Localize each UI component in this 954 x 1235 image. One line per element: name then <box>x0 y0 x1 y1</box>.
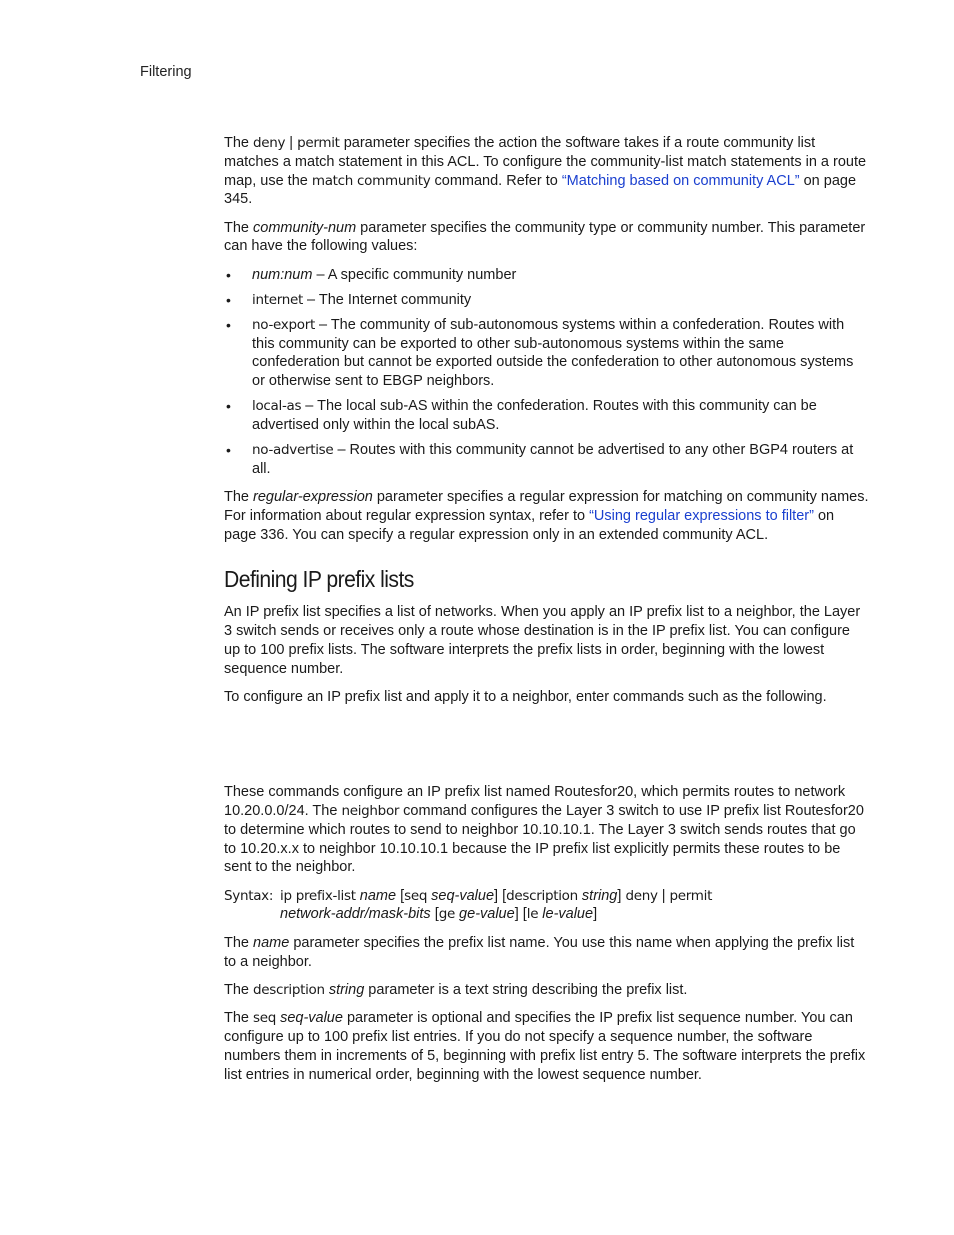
list-item: • local-as – The local sub-AS within the confederation. Routes with this community can be advertised only within the local subAS. <box>226 398 817 433</box>
bullet-icon: • <box>226 398 231 415</box>
bullet-icon: • <box>226 291 231 308</box>
bullet-icon: • <box>226 266 231 283</box>
keyword-permit: permit <box>297 135 340 151</box>
prefix-list-intro-paragraph: An IP prefix list specifies a list of networks. When you apply an IP prefix list to a neighbor, the Layer 3 switch sends or receives only a route whose destination is in the IP prefix list. You can configure up to 100 prefix lists. The software interprets the prefix lists in order, beginning with the lowest sequence number. <box>224 604 861 677</box>
section-heading: Defining IP prefix lists <box>224 566 414 593</box>
bullet-icon: • <box>226 316 231 333</box>
page-body <box>224 134 870 1094</box>
keyword-deny: deny <box>253 135 286 151</box>
description-parameter-paragraph: The description string parameter is a text string describing the prefix list. <box>224 981 688 998</box>
name-parameter-paragraph: The name parameter specifies the prefix list name. You use this name when applying the prefix list to a neighbor. <box>224 934 855 970</box>
deny-permit-paragraph: The deny | permit parameter specifies the action the software takes if a route community list matches a match statement in this ACL. To configure the community-list match statements in a route map, use the match community command. Refer to “Matching based on community ACL” on page 345. <box>224 135 867 208</box>
bullet-icon: • <box>226 441 231 458</box>
commands-explanation-paragraph: These commands configure an IP prefix list named Routesfor20, which permits routes to network 10.20.0.0/24. The neighbor command configures the Layer 3 switch to use IP prefix list Routesfor20 to determine which routes to send to neighbor 10.10.10.1. The Layer 3 switch sends routes that go to 10.20.x.x to neighbor 10.10.10.1 because the IP prefix list explicitly permits these routes to be sent to the neighbor. <box>224 784 864 876</box>
link-matching-community-acl[interactable]: “Matching based on community ACL” <box>561 172 800 189</box>
seq-parameter-paragraph: The seq seq-value parameter is optional and specifies the IP prefix list sequence number. You can configure up to 100 prefix list entries. If you do not specify a sequence number, the software numbers them in increments of 5, beginning with prefix list entry 5. The software interprets the prefix list entries in numerical order, beginning with the lowest sequence number. <box>224 1010 866 1083</box>
community-num-paragraph: The community-num parameter specifies the community type or community number. This parameter can have the following values: <box>224 219 866 255</box>
syntax-body: ip prefix-list name [seq seq-value] [description string] deny | permit network-addr/mask-bits [ge ge-value] [le le-value] <box>280 887 713 923</box>
command-example-area <box>224 716 870 783</box>
list-item: • no-export – The community of sub-autonomous systems within a confederation. Routes with this community can be exported to other sub-autonomous systems within the same confederation but cannot be exported outside the confederation to other autonomous systems or otherwise sent to EBGP neighbors. <box>226 316 854 390</box>
syntax-block <box>224 887 870 925</box>
syntax-label: Syntax: <box>224 887 274 904</box>
link-using-regular-expressions[interactable]: “Using regular expressions to filter” <box>589 507 814 524</box>
community-values-list <box>224 266 870 479</box>
regular-expression-paragraph: The regular-expression parameter specifies a regular expression for matching on community names. For information about regular expression syntax, refer to “Using regular expressions to filter” on page 336. You can specify a regular expression only in an extended community ACL. <box>224 489 869 543</box>
list-item: • num:num – A specific community number <box>226 266 517 283</box>
keyword-neighbor: neighbor <box>341 802 400 819</box>
list-item: • no-advertise – Routes with this community cannot be advertised to any other BGP4 routers at all. <box>226 441 854 477</box>
configure-instruction-paragraph: To configure an IP prefix list and apply it to a neighbor, enter commands such as the following. <box>224 688 827 705</box>
running-header: Filtering <box>140 64 192 80</box>
list-item: • internet – The Internet community <box>226 291 472 308</box>
keyword-match-community: match community <box>311 172 431 189</box>
